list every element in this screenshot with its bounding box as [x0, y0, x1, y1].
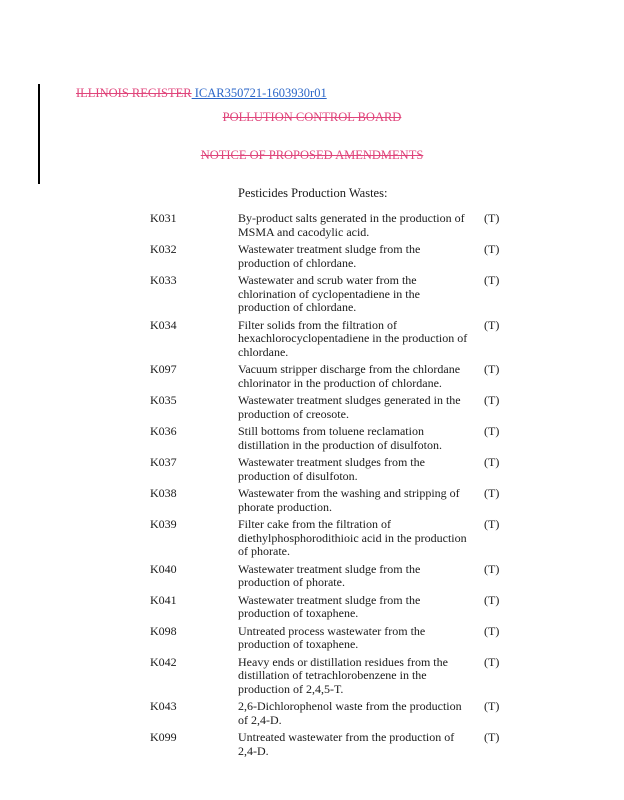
waste-code: K031 — [150, 211, 177, 225]
waste-code: K034 — [150, 317, 177, 332]
table-row — [150, 594, 510, 621]
table-row — [150, 243, 510, 270]
table-row — [150, 518, 510, 559]
hazard-code: (T) — [484, 517, 500, 531]
table-row — [150, 274, 510, 315]
waste-description: Heavy ends or distillation residues from the distillation of tetrachlorobenzene in the production of 2,4,5-T. — [238, 654, 448, 696]
notice-struck-text: NOTICE OF PROPOSED AMENDMENTS — [200, 148, 424, 162]
waste-code: K042 — [150, 654, 177, 669]
waste-code: K037 — [150, 455, 177, 469]
waste-description: Vacuum stripper discharge from the chlordane chlorinator in the production of chlordane. — [238, 362, 461, 390]
hazard-code: (T) — [484, 393, 500, 407]
table-row — [150, 656, 510, 697]
waste-description: Still bottoms from toluene reclamation distillation in the production of disulfoton. — [238, 424, 442, 452]
board-header — [0, 110, 624, 125]
waste-description: Wastewater treatment sludge from the production of chlordane. — [238, 242, 421, 270]
table-row — [150, 319, 510, 360]
hazard-code: (T) — [484, 211, 500, 225]
waste-code: K032 — [150, 242, 177, 256]
table-row — [150, 700, 510, 727]
waste-code: K035 — [150, 393, 177, 407]
table-row — [150, 394, 510, 421]
waste-code: K043 — [150, 699, 177, 713]
hazard-code: (T) — [484, 242, 500, 256]
hazard-code: (T) — [484, 362, 500, 376]
waste-description: Wastewater from the washing and stripping of phorate production. — [238, 486, 460, 514]
waste-description: Wastewater treatment sludges generated in the production of creosote. — [238, 393, 461, 421]
waste-description: Wastewater and scrub water from the chlorination of cyclopentadiene in the production of chlordane. — [238, 273, 420, 314]
waste-description: Wastewater treatment sludges from the production of disulfoton. — [238, 455, 425, 483]
hazard-code: (T) — [484, 273, 500, 287]
waste-description: Filter cake from the filtration of diethylphosphorodithioic acid in the production of phorate. — [238, 517, 467, 558]
waste-description: By-product salts generated in the production of MSMA and cacodylic acid. — [238, 211, 465, 239]
waste-code: K099 — [150, 730, 177, 744]
register-header — [76, 86, 327, 101]
notice-header — [0, 148, 624, 163]
waste-description: Untreated wastewater from the production of 2,4-D. — [238, 730, 455, 758]
table-row — [150, 425, 510, 452]
table-row — [150, 456, 510, 483]
waste-description: Untreated process wastewater from the production of toxaphene. — [238, 623, 426, 651]
waste-code-table — [150, 212, 510, 762]
board-struck-text: POLLUTION CONTROL BOARD — [222, 110, 402, 124]
waste-code: K097 — [150, 362, 177, 376]
waste-code: K040 — [150, 561, 177, 576]
hazard-code: (T) — [484, 455, 500, 469]
waste-code: K038 — [150, 486, 177, 500]
waste-description: 2,6-Dichlorophenol waste from the production of 2,4-D. — [238, 699, 462, 727]
waste-code: K033 — [150, 273, 177, 287]
table-row — [150, 731, 510, 758]
hazard-code: (T) — [484, 592, 500, 607]
waste-description: Wastewater treatment sludge from the production of toxaphene. — [238, 592, 421, 620]
waste-code: K041 — [150, 592, 177, 607]
hazard-code: (T) — [484, 730, 500, 744]
register-struck-text: ILLINOIS REGISTER — [76, 86, 192, 100]
table-row — [150, 487, 510, 514]
waste-description: Filter solids from the filtration of hexachlorocyclopentadiene in the production of chlordane. — [238, 317, 468, 359]
waste-description: Wastewater treatment sludge from the production of phorate. — [238, 561, 421, 589]
hazard-code: (T) — [484, 654, 500, 669]
hazard-code: (T) — [484, 623, 500, 638]
hazard-code: (T) — [484, 699, 500, 713]
table-row — [150, 625, 510, 652]
waste-code: K039 — [150, 517, 177, 531]
waste-code: K036 — [150, 424, 177, 438]
hazard-code: (T) — [484, 424, 500, 438]
revision-change-bar — [38, 84, 40, 184]
hazard-code: (T) — [484, 561, 500, 576]
hazard-code: (T) — [484, 486, 500, 500]
register-inserted-text: ICAR350721-1603930r01 — [191, 86, 327, 100]
waste-code: K098 — [150, 623, 177, 638]
table-row — [150, 363, 510, 390]
table-row — [150, 563, 510, 590]
table-row — [150, 212, 510, 239]
hazard-code: (T) — [484, 317, 500, 332]
section-title: Pesticides Production Wastes: — [238, 186, 388, 200]
